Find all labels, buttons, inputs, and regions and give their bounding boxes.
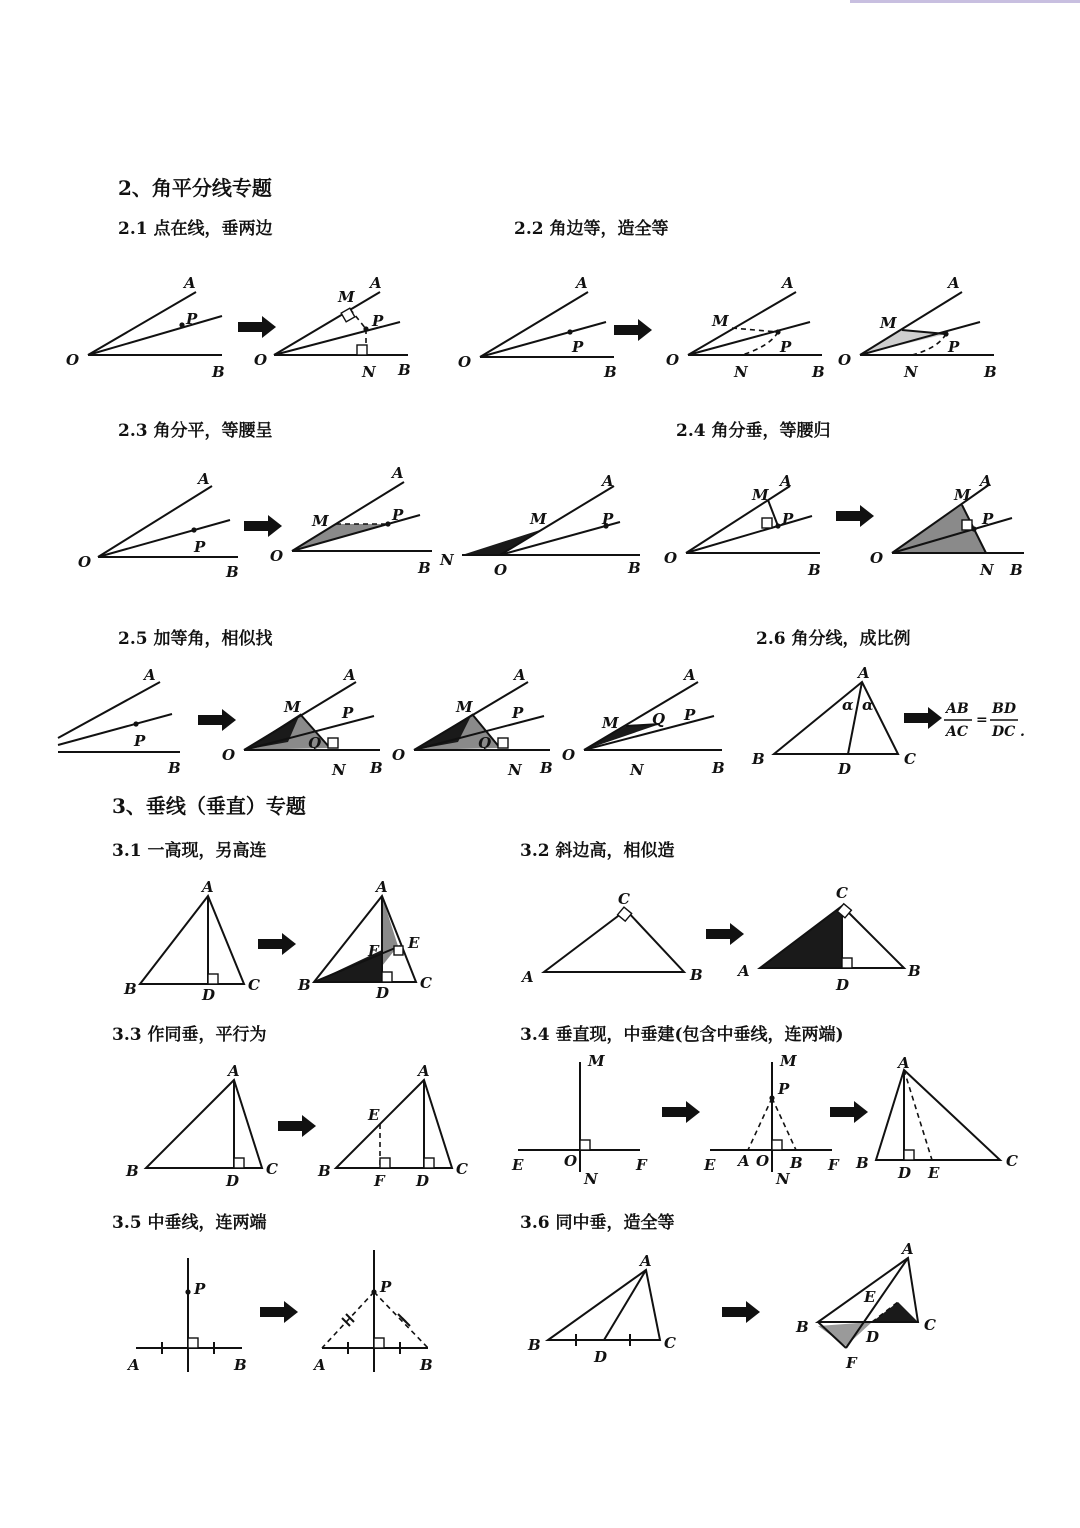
label-P: P xyxy=(392,506,404,524)
label-A: A xyxy=(602,472,614,490)
label-B: B xyxy=(790,1154,803,1172)
label-B: B xyxy=(540,759,553,777)
label-P: P xyxy=(134,732,146,750)
label-B: B xyxy=(226,563,239,581)
subtitle-2-2: 2.2 角边等，造全等 xyxy=(514,219,669,239)
label-E: E xyxy=(864,1288,876,1306)
label-B: B xyxy=(298,976,311,994)
label-C: C xyxy=(618,890,630,908)
label-P: P xyxy=(572,338,584,356)
subtitle-3-2: 3.2 斜边高，相似造 xyxy=(520,841,675,861)
figure-3-1-original xyxy=(123,878,260,1004)
label-A: A xyxy=(198,470,210,488)
label-B: B xyxy=(1010,561,1023,579)
label-O: O xyxy=(564,1152,578,1170)
arrow-icon xyxy=(238,316,276,338)
label-B: B xyxy=(126,1162,139,1180)
figure-2-1-original xyxy=(66,274,225,381)
arrow-icon xyxy=(258,933,296,955)
figure-3-5-original xyxy=(126,1258,247,1374)
label-B: B xyxy=(796,1318,809,1336)
label-O: O xyxy=(78,553,92,571)
subtitle-3-6: 3.6 同中垂，造全等 xyxy=(520,1213,675,1233)
label-A: A xyxy=(202,878,214,896)
label-M: M xyxy=(312,512,329,530)
label-N: N xyxy=(508,761,522,779)
label-O: O xyxy=(870,549,884,567)
label-D: D xyxy=(866,1328,880,1346)
label-B: B xyxy=(712,759,725,777)
label-M: M xyxy=(780,1052,797,1070)
figure-2-5-step1 xyxy=(222,666,383,779)
label-N: N xyxy=(584,1170,598,1188)
formula-bd: BD xyxy=(992,701,1016,717)
figure-3-2-result xyxy=(736,884,921,994)
label-O: O xyxy=(254,351,268,369)
label-A: A xyxy=(418,1062,430,1080)
label-M: M xyxy=(588,1052,605,1070)
arrow-icon xyxy=(662,1101,700,1123)
label-D: D xyxy=(202,986,216,1004)
figure-3-6-original xyxy=(527,1252,676,1366)
label-E: E xyxy=(928,1164,940,1182)
label-Q: Q xyxy=(308,734,322,752)
label-C: C xyxy=(456,1160,468,1178)
label-M: M xyxy=(602,714,619,732)
label-B: B xyxy=(418,559,431,577)
label-B: B xyxy=(234,1356,247,1374)
subtitle-2-3: 2.3 角分平，等腰呈 xyxy=(118,421,273,441)
label-A: A xyxy=(738,962,750,980)
label-N: N xyxy=(630,761,644,779)
label-alpha: α xyxy=(862,696,874,714)
label-F: F xyxy=(846,1354,857,1372)
label-A: A xyxy=(514,666,526,684)
subtitle-2-5: 2.5 加等角，相似找 xyxy=(118,629,273,649)
label-Q: Q xyxy=(478,734,492,752)
formula-dc: DC xyxy=(992,724,1016,740)
formula-ac: AC xyxy=(946,724,969,740)
label-B: B xyxy=(528,1336,541,1354)
subtitle-3-1: 3.1 一高现，另高连 xyxy=(112,841,267,861)
label-O: O xyxy=(494,561,508,579)
label-C: C xyxy=(248,976,260,994)
figure-2-2-original xyxy=(458,274,617,381)
section-title-perpendicular: 3、垂线（垂直）专题 xyxy=(112,794,306,818)
figure-2-4-result xyxy=(870,472,1024,579)
formula-period: . xyxy=(1020,724,1025,740)
label-P: P xyxy=(194,1280,206,1298)
formula-ab: AB xyxy=(946,701,969,717)
label-M: M xyxy=(284,698,301,716)
figure-2-6-triangle xyxy=(751,664,916,778)
label-D: D xyxy=(594,1348,608,1366)
label-P: P xyxy=(342,704,354,722)
label-N: N xyxy=(440,551,454,569)
arrow-icon xyxy=(614,319,652,341)
arrow-icon xyxy=(244,515,282,537)
label-O: O xyxy=(562,746,576,764)
label-C: C xyxy=(1006,1152,1018,1170)
subtitle-2-1: 2.1 点在线，垂两边 xyxy=(118,219,273,239)
figure-3-2-original xyxy=(520,890,703,986)
arrow-icon xyxy=(278,1115,316,1137)
subtitle-3-5: 3.5 中垂线，连两端 xyxy=(112,1213,267,1233)
label-D: D xyxy=(898,1164,912,1182)
label-B: B xyxy=(604,363,617,381)
label-A: A xyxy=(640,1252,652,1270)
formula-equals: = xyxy=(976,712,988,728)
label-M: M xyxy=(530,510,547,528)
figure-3-5-result xyxy=(312,1250,433,1374)
label-P: P xyxy=(512,704,524,722)
label-E: E xyxy=(512,1156,524,1174)
subtitle-2-6: 2.6 角分线，成比例 xyxy=(756,629,911,649)
label-N: N xyxy=(776,1170,790,1188)
label-B: B xyxy=(168,759,181,777)
label-M: M xyxy=(338,288,355,306)
label-A: A xyxy=(128,1356,140,1374)
label-E: E xyxy=(368,1106,380,1124)
label-A: A xyxy=(392,464,404,482)
label-O: O xyxy=(664,549,678,567)
label-A: A xyxy=(370,274,382,292)
label-O: O xyxy=(756,1152,770,1170)
label-N: N xyxy=(734,363,748,381)
label-F: F xyxy=(636,1156,647,1174)
label-F: F xyxy=(368,942,379,960)
label-alpha: α xyxy=(842,696,854,714)
label-B: B xyxy=(812,363,825,381)
arrow-icon xyxy=(904,707,942,729)
figure-2-1-result xyxy=(254,274,411,381)
label-P: P xyxy=(780,338,792,356)
label-N: N xyxy=(332,761,346,779)
label-F: F xyxy=(374,1172,385,1190)
figure-3-4-result xyxy=(703,1052,840,1188)
label-P: P xyxy=(372,312,384,330)
label-O: O xyxy=(270,547,284,565)
label-P: P xyxy=(602,510,614,528)
subtitle-3-3: 3.3 作同垂，平行为 xyxy=(112,1025,267,1045)
label-P: P xyxy=(948,338,960,356)
label-M: M xyxy=(880,314,897,332)
label-O: O xyxy=(392,746,406,764)
figure-2-5-original xyxy=(58,666,181,777)
label-A: A xyxy=(344,666,356,684)
label-O: O xyxy=(66,351,80,369)
label-P: P xyxy=(782,510,794,528)
label-B: B xyxy=(908,962,921,980)
label-P: P xyxy=(778,1080,790,1098)
label-P: P xyxy=(982,510,994,528)
arrow-icon xyxy=(722,1301,760,1323)
label-M: M xyxy=(752,486,769,504)
label-A: A xyxy=(376,878,388,896)
label-B: B xyxy=(628,559,641,577)
figure-3-6-result xyxy=(795,1240,936,1372)
figure-3-3-result xyxy=(317,1062,468,1190)
label-A: A xyxy=(314,1356,326,1374)
label-P: P xyxy=(380,1278,392,1296)
label-M: M xyxy=(456,698,473,716)
label-O: O xyxy=(838,351,852,369)
label-A: A xyxy=(228,1062,240,1080)
label-B: B xyxy=(420,1356,433,1374)
label-A: A xyxy=(684,666,696,684)
label-B: B xyxy=(398,361,411,379)
label-B: B xyxy=(124,980,137,998)
label-D: D xyxy=(838,760,852,778)
figure-2-3-original xyxy=(78,470,239,581)
label-A: A xyxy=(948,274,960,292)
section-title-angle-bisector: 2、角平分线专题 xyxy=(118,176,272,200)
label-B: B xyxy=(212,363,225,381)
label-C: C xyxy=(836,884,848,902)
label-B: B xyxy=(856,1154,869,1172)
label-B: B xyxy=(752,750,765,768)
label-D: D xyxy=(376,984,390,1002)
label-B: B xyxy=(690,966,703,984)
arrow-icon xyxy=(706,923,744,945)
figure-2-2-step2 xyxy=(838,274,997,381)
label-C: C xyxy=(924,1316,936,1334)
label-M: M xyxy=(712,312,729,330)
label-O: O xyxy=(458,353,472,371)
label-A: A xyxy=(858,664,870,682)
label-D: D xyxy=(836,976,850,994)
figure-3-4-triangle xyxy=(855,1054,1018,1182)
label-A: A xyxy=(522,968,534,986)
label-A: A xyxy=(980,472,992,490)
label-O: O xyxy=(666,351,680,369)
label-N: N xyxy=(362,363,376,381)
arrow-icon xyxy=(260,1301,298,1323)
label-C: C xyxy=(266,1160,278,1178)
label-C: C xyxy=(420,974,432,992)
figure-3-3-original xyxy=(125,1062,278,1190)
figure-2-3-variant xyxy=(439,472,641,579)
label-A: A xyxy=(738,1152,750,1170)
proportion-formula xyxy=(944,701,1025,740)
arrow-icon xyxy=(836,505,874,527)
label-A: A xyxy=(780,472,792,490)
figure-2-4-original xyxy=(664,472,821,579)
label-B: B xyxy=(808,561,821,579)
label-A: A xyxy=(782,274,794,292)
label-D: D xyxy=(226,1172,240,1190)
subtitle-3-4: 3.4 垂直现，中垂建(包含中垂线，连两端) xyxy=(520,1025,844,1045)
label-M: M xyxy=(954,486,971,504)
label-C: C xyxy=(904,750,916,768)
subtitle-2-4: 2.4 角分垂，等腰归 xyxy=(676,421,831,441)
label-O: O xyxy=(222,746,236,764)
label-N: N xyxy=(904,363,918,381)
label-P: P xyxy=(186,310,198,328)
label-F: F xyxy=(828,1156,839,1174)
label-E: E xyxy=(704,1156,716,1174)
label-A: A xyxy=(184,274,196,292)
figure-2-5-step3 xyxy=(562,666,725,779)
arrow-icon xyxy=(198,709,236,731)
label-A: A xyxy=(898,1054,910,1072)
arrow-icon xyxy=(830,1101,868,1123)
label-A: A xyxy=(144,666,156,684)
label-P: P xyxy=(684,706,696,724)
figure-3-4-original xyxy=(511,1052,648,1188)
label-E: E xyxy=(408,934,420,952)
label-A: A xyxy=(576,274,588,292)
label-B: B xyxy=(370,759,383,777)
label-N: N xyxy=(980,561,994,579)
figure-2-3-result xyxy=(270,464,432,577)
label-D: D xyxy=(416,1172,430,1190)
label-A: A xyxy=(902,1240,914,1258)
label-Q: Q xyxy=(652,710,666,728)
label-C: C xyxy=(664,1334,676,1352)
label-P: P xyxy=(194,538,206,556)
figure-2-5-step2 xyxy=(392,666,553,779)
figure-3-1-result xyxy=(297,878,432,1002)
figure-2-2-step1 xyxy=(666,274,825,381)
label-B: B xyxy=(318,1162,331,1180)
label-B: B xyxy=(984,363,997,381)
